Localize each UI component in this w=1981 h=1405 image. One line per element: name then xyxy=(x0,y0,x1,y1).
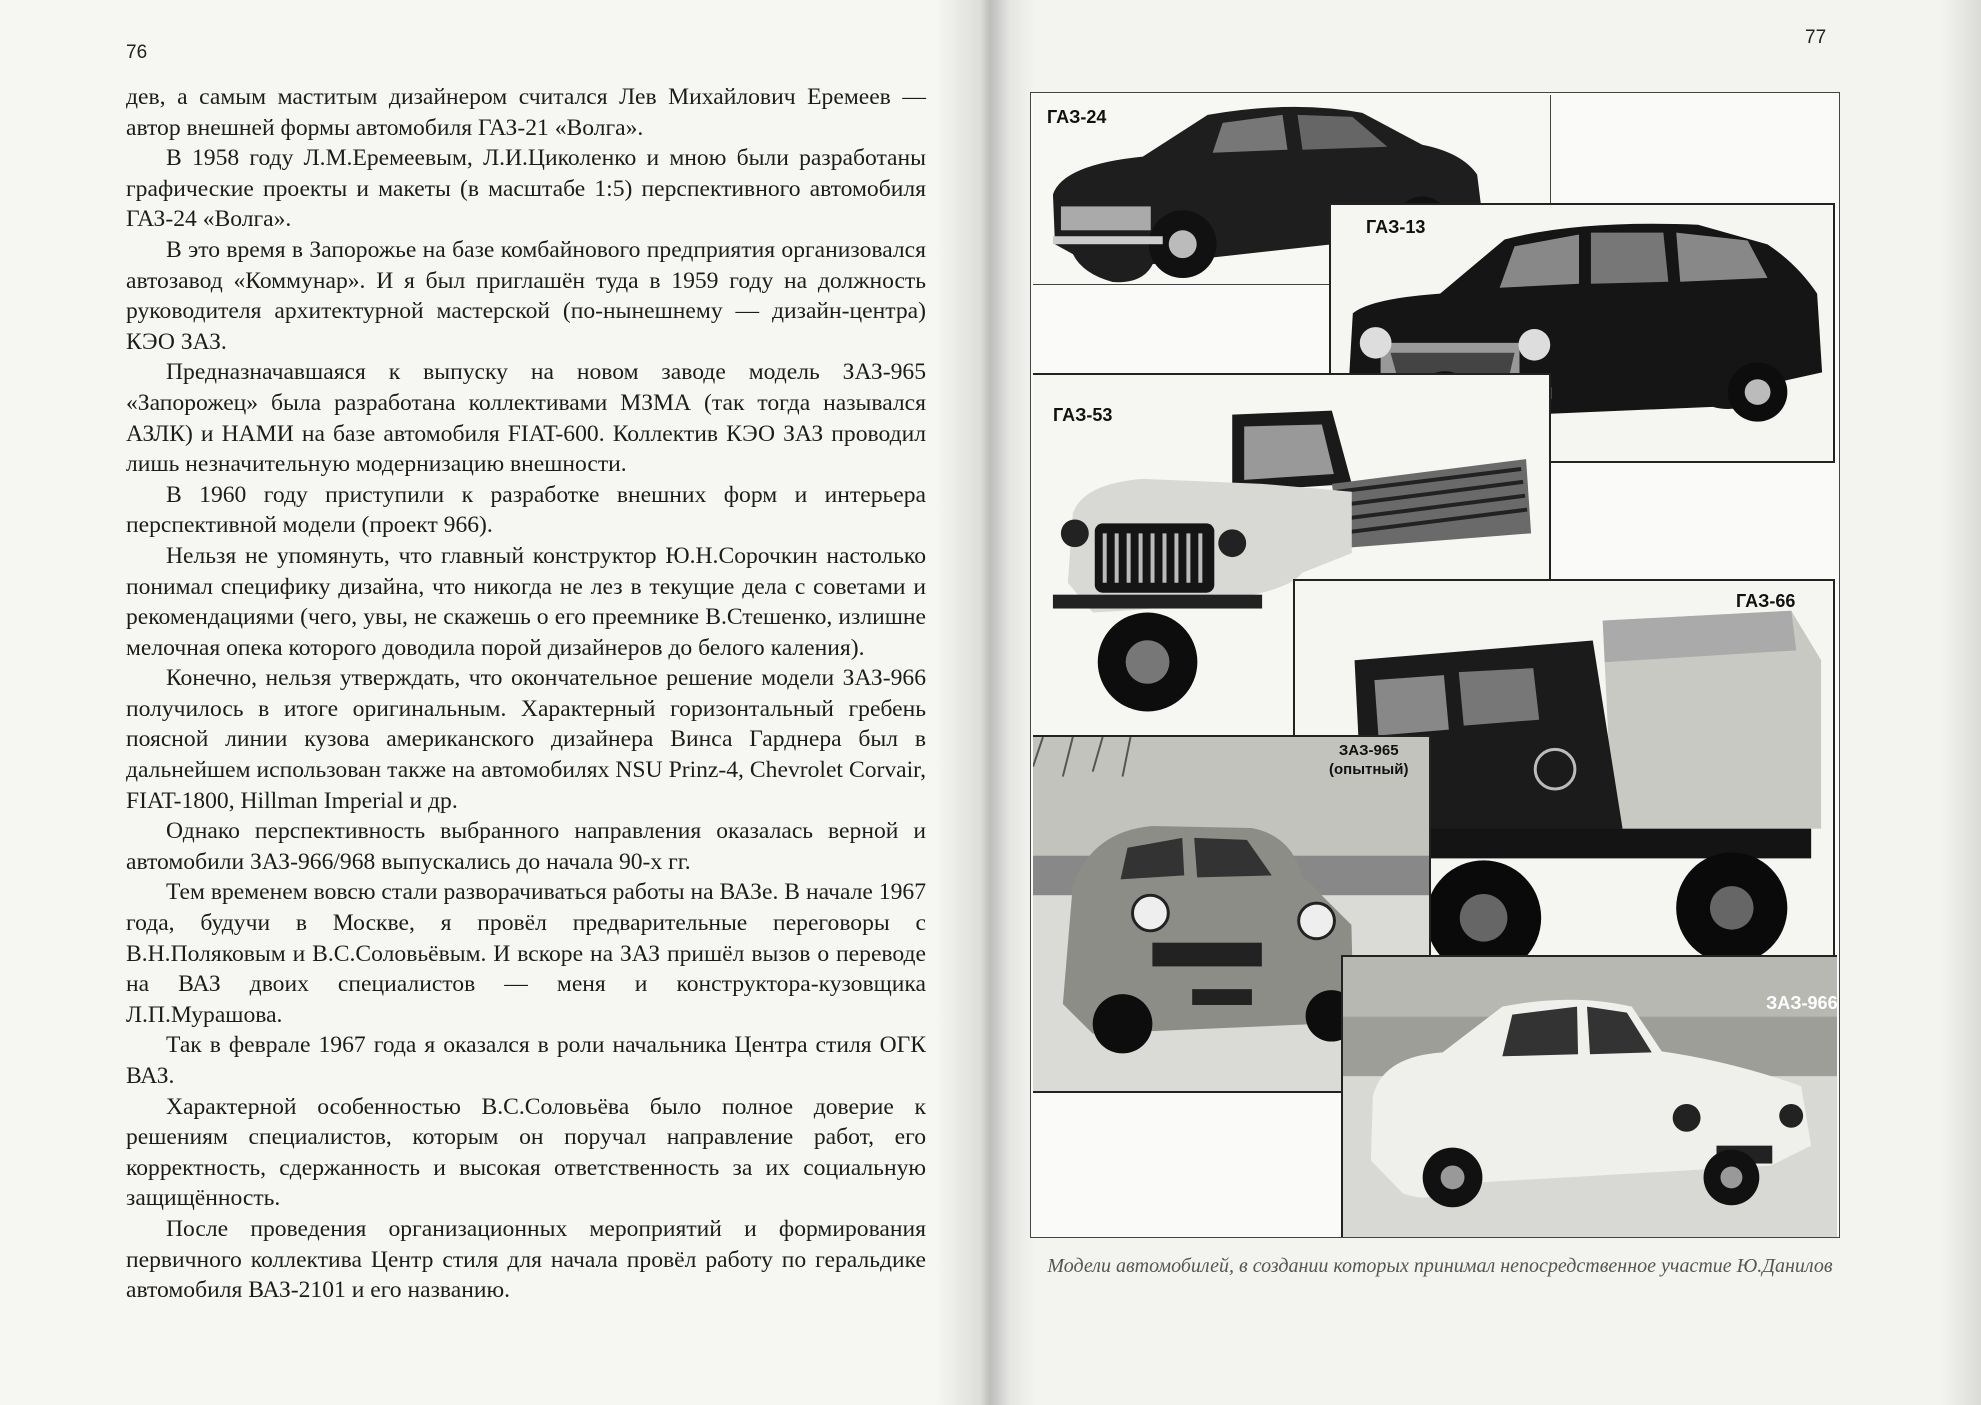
gaz53-label: ГАЗ-53 xyxy=(1053,405,1113,425)
paragraph: дев, а самым маститым дизайнером считался Лев Михайлович Еремеев — автор внешней формы автомобиля ГАЗ-21 «Волга». xyxy=(126,84,926,141)
gaz24-label: ГАЗ-24 xyxy=(1047,107,1107,127)
paragraph: Характерной особенностью В.С.Соловьёва было полное доверие к решениям специалистов, которым он поручал направление работ, его корректность, сдержанность и высокая ответственность за их социальную защищённость. xyxy=(126,1093,926,1212)
body-text xyxy=(126,82,926,1306)
figure-caption: Модели автомобилей, в создании которых принимал непосредственное участие Ю.Данилов xyxy=(1047,1255,1833,1277)
paragraph: В 1960 году приступили к разработке внешних форм и интерьера перспективной модели (проект 966). xyxy=(126,481,926,539)
gaz13-label: ГАЗ-13 xyxy=(1366,217,1426,237)
page-number-left: 76 xyxy=(126,42,148,63)
zaz966-car-icon xyxy=(1343,957,1837,1237)
paragraph: Однако перспективность выбранного направления оказалась верной и автомобили ЗАЗ-966/968 выпускались до начала 90-х гг. xyxy=(126,818,926,875)
book-gutter xyxy=(935,0,1035,1405)
page-number-right: 77 xyxy=(1805,27,1827,48)
zaz965-label: ЗАЗ-965 (опытный) xyxy=(1329,742,1409,778)
paragraph: Нельзя не упомянуть, что главный конструктор Ю.Н.Сорочкин настолько понимал специфику дизайна, что никогда не лез в текущие дела с советами и рекомендациями (чего, увы, не скажешь о его преемнике В.Стешенко, излишне мелочная опека которого доводила порой дизайнеров до белого каления). xyxy=(126,542,926,661)
paragraph: Так в феврале 1967 года я оказался в роли начальника Центра стиля ОГК ВАЗ. xyxy=(126,1032,926,1089)
gaz66-label: ГАЗ-66 xyxy=(1736,591,1796,611)
zaz966-photo xyxy=(1341,955,1837,1237)
paragraph: В 1958 году Л.М.Еремеевым, Л.И.Циколенко и мною были разработаны графические проекты и макеты (в масштабе 1:5) перспективного автомобиля ГАЗ-24 «Волга». xyxy=(126,145,926,233)
paragraph: Конечно, нельзя утверждать, что окончательное решение модели ЗАЗ-966 получилось в итоге оригинальным. Характерный горизонтальный гребень поясной линии кузова американского дизайнера Винса Гарднера был в дальнейшем использован также на автомобилях NSU Prinz-4, Chevrolet Corvair, FIAT-1800, Hillman Imperial и др. xyxy=(126,665,926,814)
paragraph: Предназначавшаяся к выпуску на новом заводе модель ЗАЗ-965 «Запорожец» была разработана коллективами МЗМА (так тогда назывался АЗЛК) и НАМИ на базе автомобиля FIAT-600. Коллектив КЭО ЗАЗ проводил лишь незначительную модернизацию внешности. xyxy=(126,359,926,478)
paragraph: После проведения организационных мероприятий и формирования первичного коллектива Центр стиля для начала провёл работу по геральдике автомобиля ВАЗ-2101 и его названию. xyxy=(126,1215,926,1304)
zaz966-label: ЗАЗ-966 xyxy=(1766,993,1838,1013)
paragraph: Тем временем вовсю стали разворачиваться работы на ВАЗе. В начале 1967 года, будучи в Москве, я провёл предварительные переговоры с В.Н.Поляковым и В.С.Соловьёвым. И вскоре на ЗАЗ пришёл вызов о переводе на ВАЗ двоих специалистов — меня и конструктора-кузовщика Л.П.Мурашова. xyxy=(126,879,926,1028)
page-edge-shadow xyxy=(1941,0,1981,1405)
paragraph: В это время в Запорожье на базе комбайнового предприятия организовался автозавод «Коммунар». И я был приглашён туда в 1959 году на должность руководителя архитектурной мастерской (по-нынешнему — дизайн-центра) КЭО ЗАЗ. xyxy=(126,236,926,355)
car-models-figure xyxy=(1030,92,1840,1238)
